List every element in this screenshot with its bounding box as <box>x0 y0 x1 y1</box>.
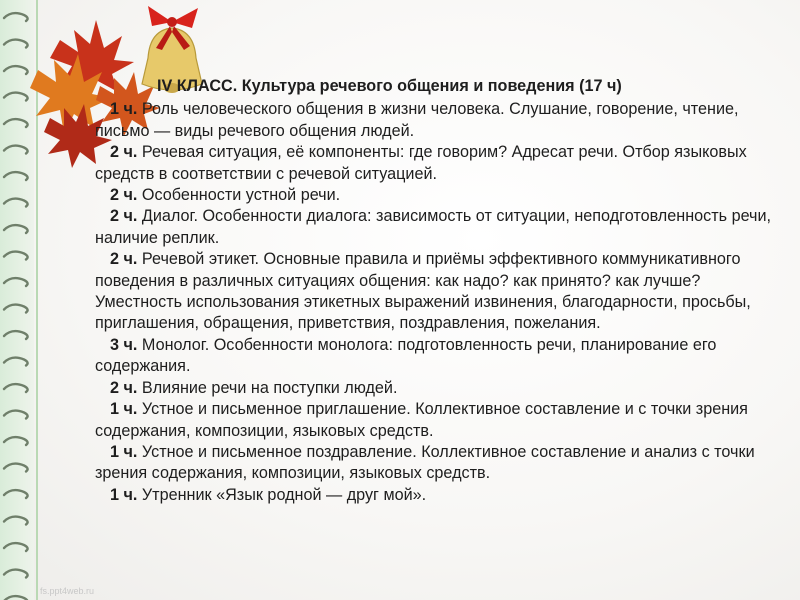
topic-text: Речевая ситуация, её компоненты: где говорим? Адресат речи. Отбор языковых средств в соответствии с речевой ситуацией. <box>95 143 747 183</box>
ring-icon <box>4 40 28 48</box>
topic-hours: 1 ч. <box>110 442 138 461</box>
topic-hours: 2 ч. <box>110 186 138 205</box>
topic-list <box>95 99 775 506</box>
curriculum-text <box>95 76 775 506</box>
ring-icon <box>4 278 28 286</box>
topic-hours: 3 ч. <box>110 335 138 354</box>
topic-hours: 2 ч. <box>110 143 138 162</box>
ring-icon-group <box>4 13 28 600</box>
ring-icon <box>4 252 28 260</box>
topic-text: Речевой этикет. Основные правила и приёмы эффективного коммуникативного поведения в различных ситуациях общения: как надо? как принято? как лучше? Уместность использования этикетных выражений извинения, благодарности, просьбы, приглашения, обращения, приветствия, поздравления, пожелания. <box>95 250 751 333</box>
topic-text: Диалог. Особенности диалога: зависимость от ситуации, неподготовленность речи, наличие реплик. <box>95 207 772 247</box>
ring-icon <box>4 146 28 154</box>
topic-hours: 2 ч. <box>110 378 138 397</box>
topic-hours: 2 ч. <box>110 250 138 269</box>
topic-text: Устное и письменное поздравление. Коллективное составление и анализ с точки зрения содержания, композиции, языковых средств. <box>95 442 755 483</box>
page-title: IV КЛАСС. Культура речевого общения и поведения (17 ч) <box>157 77 622 95</box>
ring-icon <box>4 490 28 498</box>
ring-icon <box>4 543 28 551</box>
topic-text: Особенности устной речи. <box>137 186 341 205</box>
topic-item <box>95 335 775 378</box>
topic-item <box>95 378 775 399</box>
topic-hours: 1 ч. <box>110 485 138 504</box>
ring-icon <box>4 199 28 207</box>
ring-icon <box>4 411 28 419</box>
ring-icon <box>4 305 28 313</box>
topic-item <box>95 442 775 485</box>
topic-text: Роль человеческого общения в жизни человека. Слушание, говорение, чтение, письмо — виды речевого общения людей. <box>95 100 739 140</box>
topic-text: Утренник «Язык родной — друг мой». <box>137 485 427 504</box>
topic-item <box>95 185 775 206</box>
topic-hours: 1 ч. <box>110 400 138 419</box>
ribbon-knot <box>167 17 177 27</box>
ring-icon <box>4 331 28 339</box>
topic-item <box>95 249 775 335</box>
ring-icon <box>4 119 28 127</box>
ring-icon <box>4 13 28 21</box>
ring-icon <box>4 384 28 392</box>
topic-item <box>95 485 775 506</box>
ring-icon <box>4 437 28 445</box>
ring-icon <box>4 66 28 74</box>
topic-text: Влияние речи на поступки людей. <box>137 378 398 397</box>
topic-hours: 2 ч. <box>110 207 138 226</box>
topic-item <box>95 206 775 249</box>
ring-icon <box>4 93 28 101</box>
ring-icon <box>4 570 28 578</box>
ring-icon <box>4 358 28 366</box>
ring-icon <box>4 172 28 180</box>
topic-item <box>95 142 775 185</box>
topic-hours: 1 ч. <box>110 100 138 119</box>
ring-icon <box>4 596 28 600</box>
topic-text: Монолог. Особенности монолога: подготовленность речи, планирование его содержания. <box>95 335 717 376</box>
ring-icon <box>4 517 28 525</box>
ring-icon <box>4 464 28 472</box>
ring-icon <box>4 225 28 233</box>
topic-item <box>95 399 775 442</box>
topic-item <box>95 99 775 142</box>
topic-text: Устное и письменное приглашение. Коллективное составление и с точки зрения содержания, композиции, языковых средств. <box>95 400 748 440</box>
watermark-text: fs.ppt4web.ru <box>40 586 95 596</box>
